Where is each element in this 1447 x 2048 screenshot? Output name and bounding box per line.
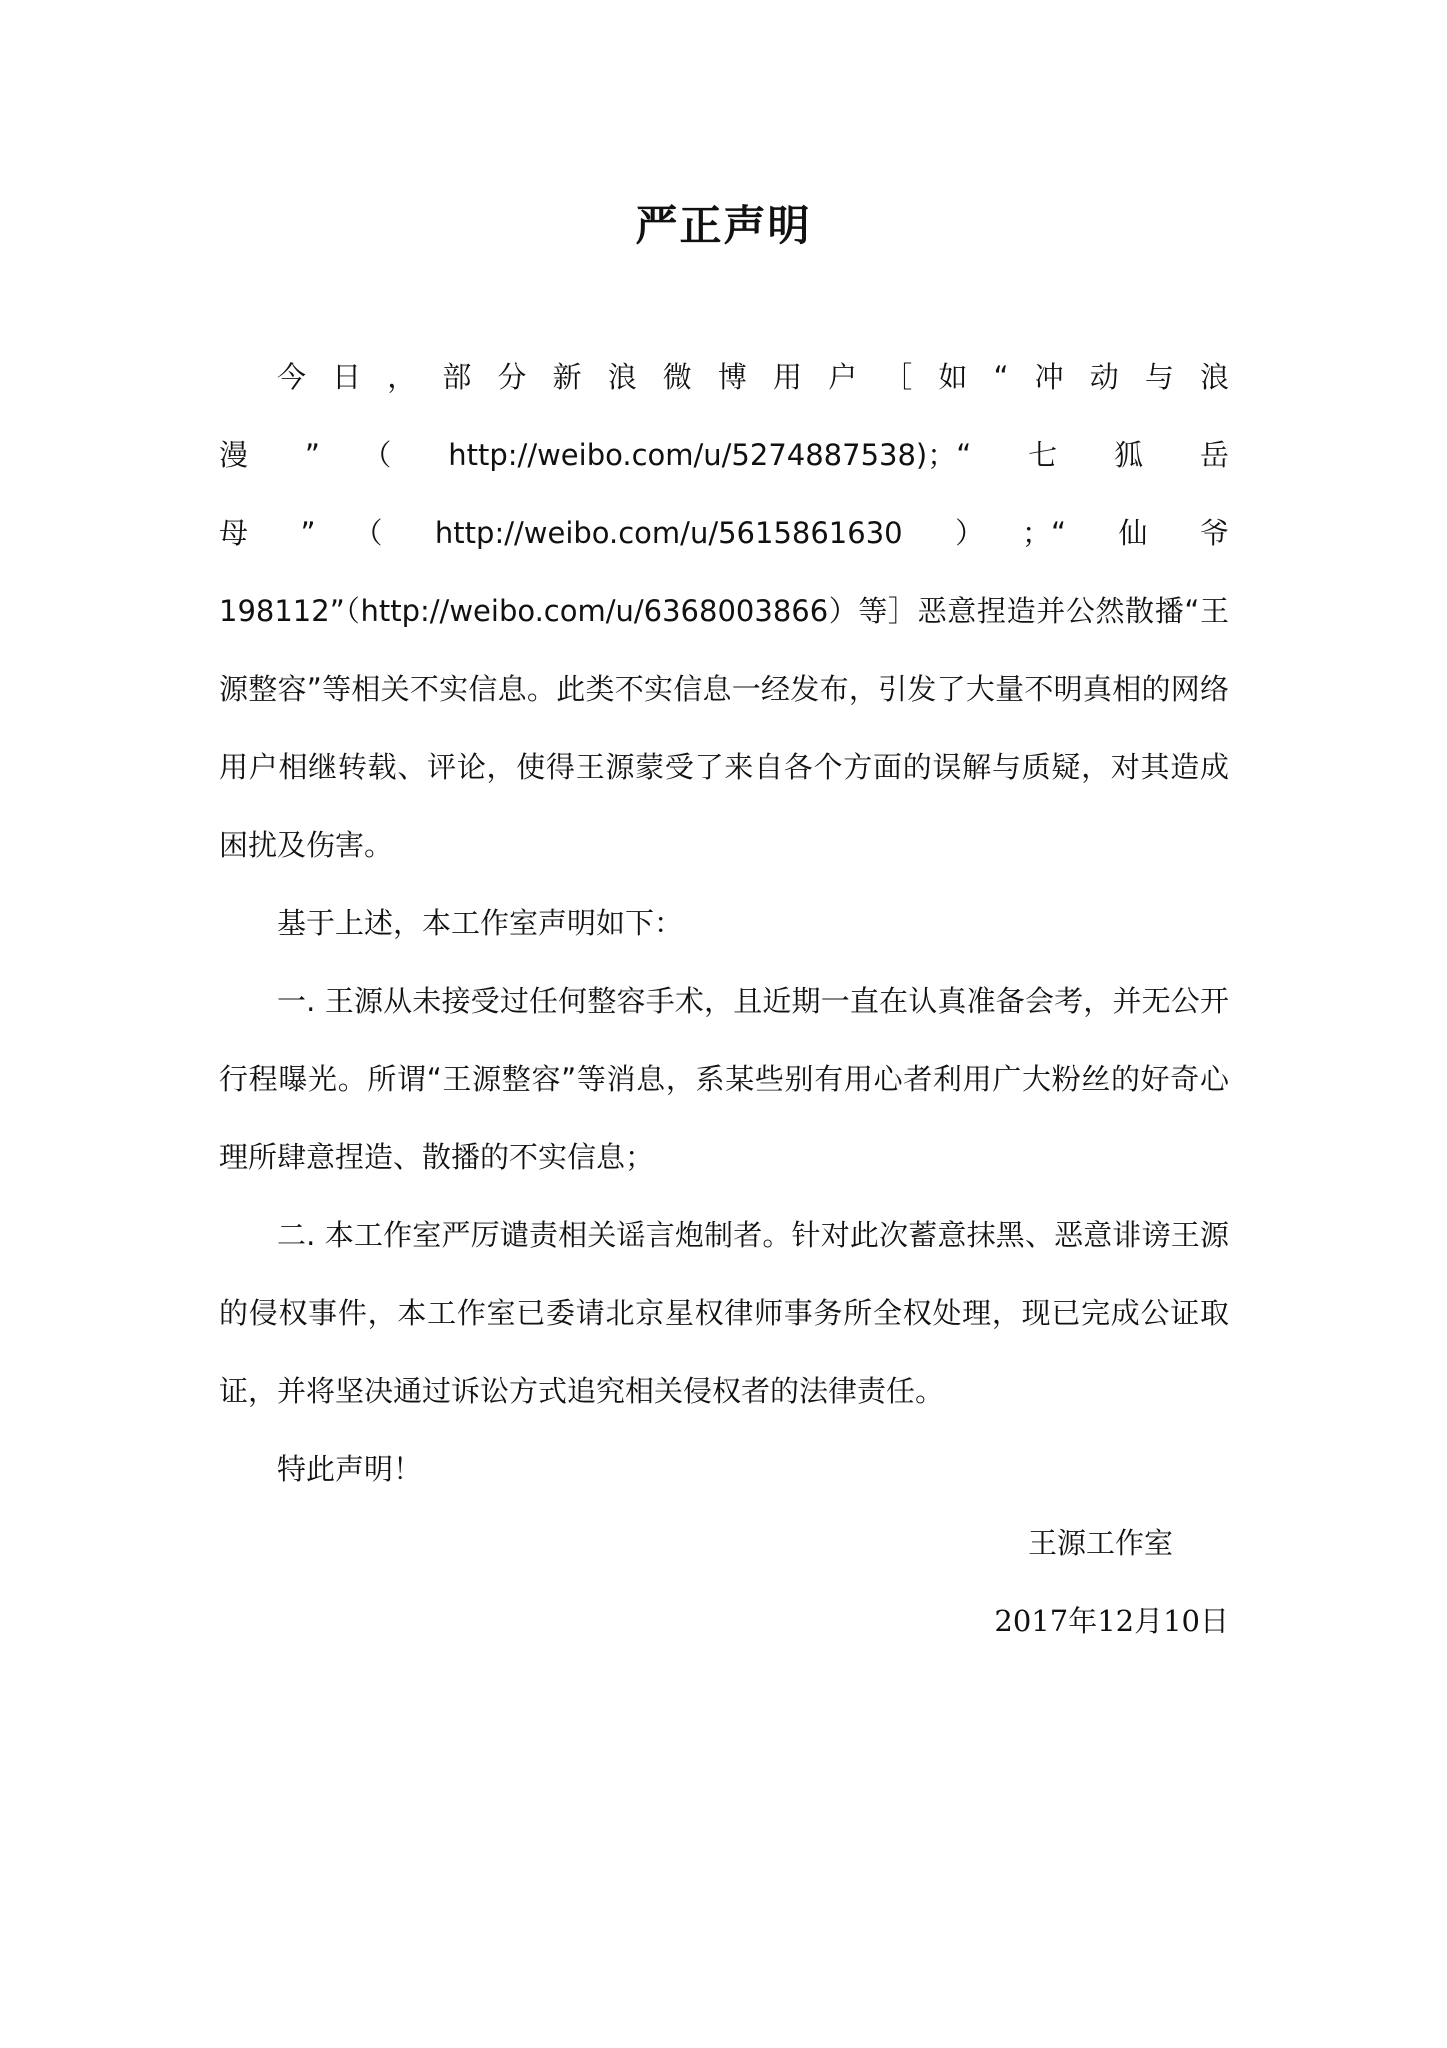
signature-organization: 王源工作室 xyxy=(1027,1526,1173,1560)
signature-date: 2017年12月10日 xyxy=(994,1604,1229,1638)
document-body xyxy=(219,338,1229,1508)
paragraph-point-two: 二. 本工作室严厉谴责相关谣言炮制者。针对此次蓄意抹黑、恶意诽谤王源的侵权事件，本工作室已委请北京星权律师事务所全权处理，现已完成公证取证，并将坚决通过诉讼方式追究相关侵权者的法律责任。 xyxy=(219,1218,1229,1408)
paragraph-declaration-lead: 基于上述，本工作室声明如下： xyxy=(277,906,684,940)
paragraph-closing: 特此声明！ xyxy=(277,1452,423,1486)
paragraph-intro: 今日，部分新浪微博用户［如“冲动与浪漫”（http://weibo.com/u/5274887538)；“七狐岳母”（http://weibo.com/u/5615861630）；“仙爷198112”（http://weibo.com/u/6368003866）等］恶意捏造并公然散播“王源整容”等相关不实信息。此类不实信息一经发布，引发了大量不明真相的网络用户相继转载、评论，使得王源蒙受了来自各个方面的误解与质疑，对其造成困扰及伤害。 xyxy=(219,360,1229,862)
document-title: 严正声明 xyxy=(635,201,812,250)
paragraph-point-one: 一. 王源从未接受过任何整容手术，且近期一直在认真准备会考，并无公开行程曝光。所谓“王源整容”等消息，系某些别有用心者利用广大粉丝的好奇心理所肆意捏造、散播的不实信息； xyxy=(219,984,1229,1174)
signature-block xyxy=(219,1504,1229,1660)
